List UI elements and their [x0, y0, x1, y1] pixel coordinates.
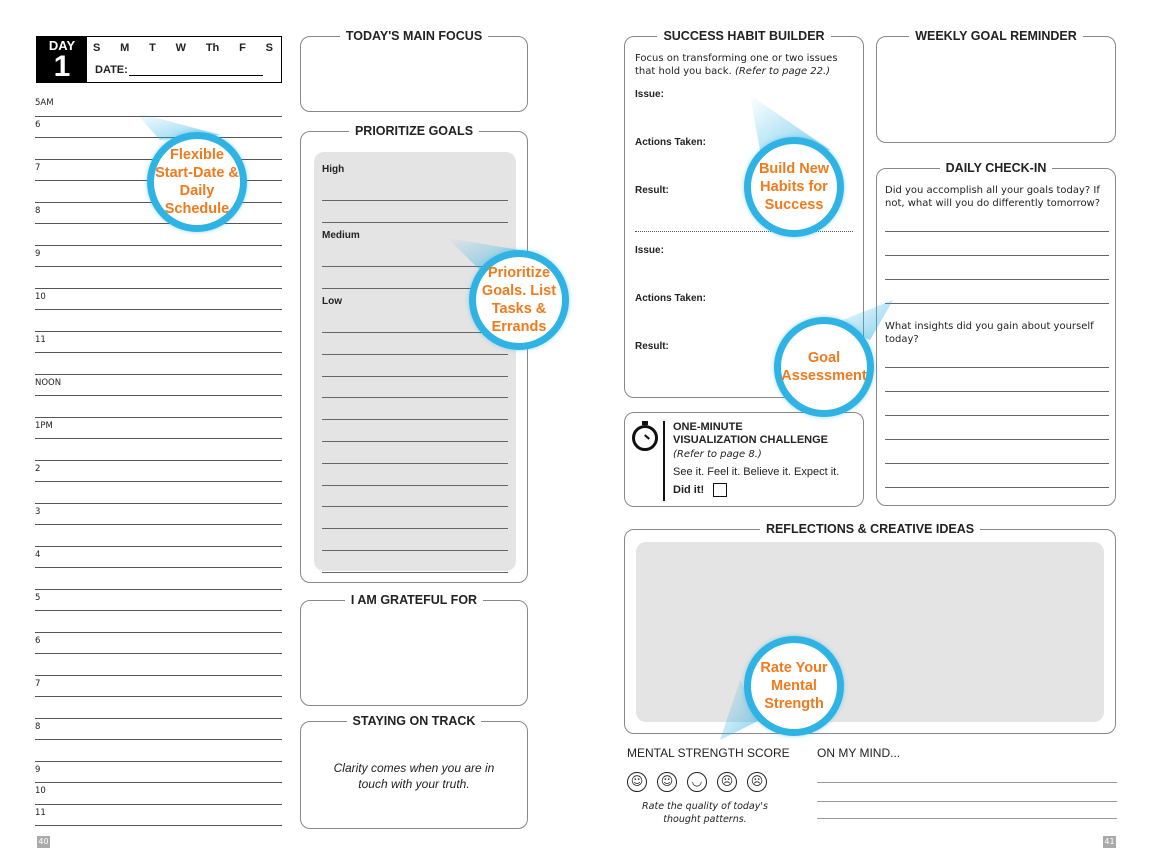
- hour-label: 10: [35, 291, 46, 302]
- callout-prioritize-goals: Prioritize Goals. List Tasks & Errands: [469, 250, 569, 350]
- issue-label: Issue:: [635, 89, 664, 100]
- did-it-label: Did it!: [673, 484, 705, 496]
- reflections-title: REFLECTIONS & CREATIVE IDEAS: [760, 522, 980, 536]
- high-label: High: [322, 164, 345, 175]
- hour-label: 8: [35, 205, 41, 216]
- weekly-title: WEEKLY GOAL REMINDER: [909, 29, 1083, 43]
- result-label: Result:: [635, 341, 669, 352]
- visualization-title-1: ONE-MINUTE: [673, 421, 743, 433]
- hour-label: 9: [35, 764, 41, 775]
- checkin-question-2: What insights did you gain about yourself today?: [885, 321, 1094, 345]
- weekday[interactable]: S: [93, 42, 101, 54]
- face-neutral-icon[interactable]: ◡: [687, 772, 707, 792]
- habit-ref: (Refer to page 22.): [734, 66, 831, 77]
- on-my-mind-title: ON MY MIND...: [817, 746, 901, 760]
- issue-label: Issue:: [635, 245, 664, 256]
- hour-label: 2: [35, 463, 41, 474]
- weekday[interactable]: F: [239, 42, 246, 54]
- face-very-happy-icon[interactable]: ☺: [627, 772, 647, 792]
- medium-label: Medium: [322, 230, 360, 241]
- day-label: DAY: [48, 38, 76, 53]
- hour-label: 6: [35, 119, 41, 130]
- callout-goal-assessment: Goal Assessment: [774, 317, 874, 417]
- hour-label: 6: [35, 635, 41, 646]
- hour-label: 7: [35, 678, 41, 689]
- weekday[interactable]: S: [265, 42, 273, 54]
- hour-label: 4: [35, 549, 41, 560]
- day-number: 1: [53, 50, 71, 83]
- prioritize-goals-title: PRIORITIZE GOALS: [349, 124, 479, 138]
- weekday[interactable]: W: [175, 42, 187, 54]
- hour-label: 7: [35, 162, 41, 173]
- hour-label: NOON: [35, 377, 62, 388]
- face-happy-icon[interactable]: ☺: [657, 772, 677, 792]
- weekday[interactable]: T: [149, 42, 156, 54]
- weekday[interactable]: M: [120, 42, 130, 54]
- page-number-right: 41: [1104, 837, 1115, 846]
- low-label: Low: [322, 296, 342, 307]
- habit-title: SUCCESS HABIT BUILDER: [657, 29, 830, 43]
- checkin-title: DAILY CHECK-IN: [940, 161, 1053, 175]
- staying-on-track-title: STAYING ON TRACK: [347, 714, 482, 728]
- callout-flexible-schedule: Flexible Start-Date & Daily Schedule: [147, 132, 247, 232]
- page-number-left: 40: [38, 837, 49, 846]
- habit-intro: Focus on transforming one or two issues that hold you back.: [635, 53, 838, 77]
- callout-build-habits: Build New Habits for Success: [744, 137, 844, 237]
- result-label: Result:: [635, 185, 669, 196]
- mental-caption: Rate the quality of today's thought patterns.: [642, 801, 768, 825]
- mental-strength-title: MENTAL STRENGTH SCORE: [627, 746, 790, 760]
- weekday[interactable]: Th: [205, 42, 220, 54]
- main-focus-title: TODAY'S MAIN FOCUS: [340, 29, 488, 43]
- face-sad-icon[interactable]: ☹: [717, 772, 737, 792]
- hour-label: 5: [35, 592, 41, 603]
- callout-mental-strength: Rate Your Mental Strength: [744, 636, 844, 736]
- actions-label: Actions Taken:: [635, 137, 706, 148]
- actions-label: Actions Taken:: [635, 293, 706, 304]
- hour-label: 11: [35, 807, 46, 818]
- visualization-ref: (Refer to page 8.): [673, 449, 762, 460]
- visualization-title-2: VISUALIZATION CHALLENGE: [673, 434, 829, 446]
- quote: Clarity comes when you are in touch with your truth.: [333, 761, 495, 791]
- hour-label: 11: [35, 334, 46, 345]
- checkin-question-1: Did you accomplish all your goals today? If not, what will you do differently tomorrow?: [885, 185, 1101, 209]
- visualization-text: See it. Feel it. Believe it. Expect it.: [673, 466, 840, 478]
- hour-label: 8: [35, 721, 41, 732]
- hour-label: 5AM: [35, 98, 54, 108]
- hour-label: 3: [35, 506, 41, 517]
- hour-label: 10: [35, 786, 46, 796]
- hour-label: 1PM: [35, 420, 53, 431]
- grateful-title: I AM GRATEFUL FOR: [345, 593, 483, 607]
- face-very-sad-icon[interactable]: ☹: [747, 772, 767, 792]
- date-label: DATE:: [95, 64, 128, 76]
- hour-label: 9: [35, 248, 41, 259]
